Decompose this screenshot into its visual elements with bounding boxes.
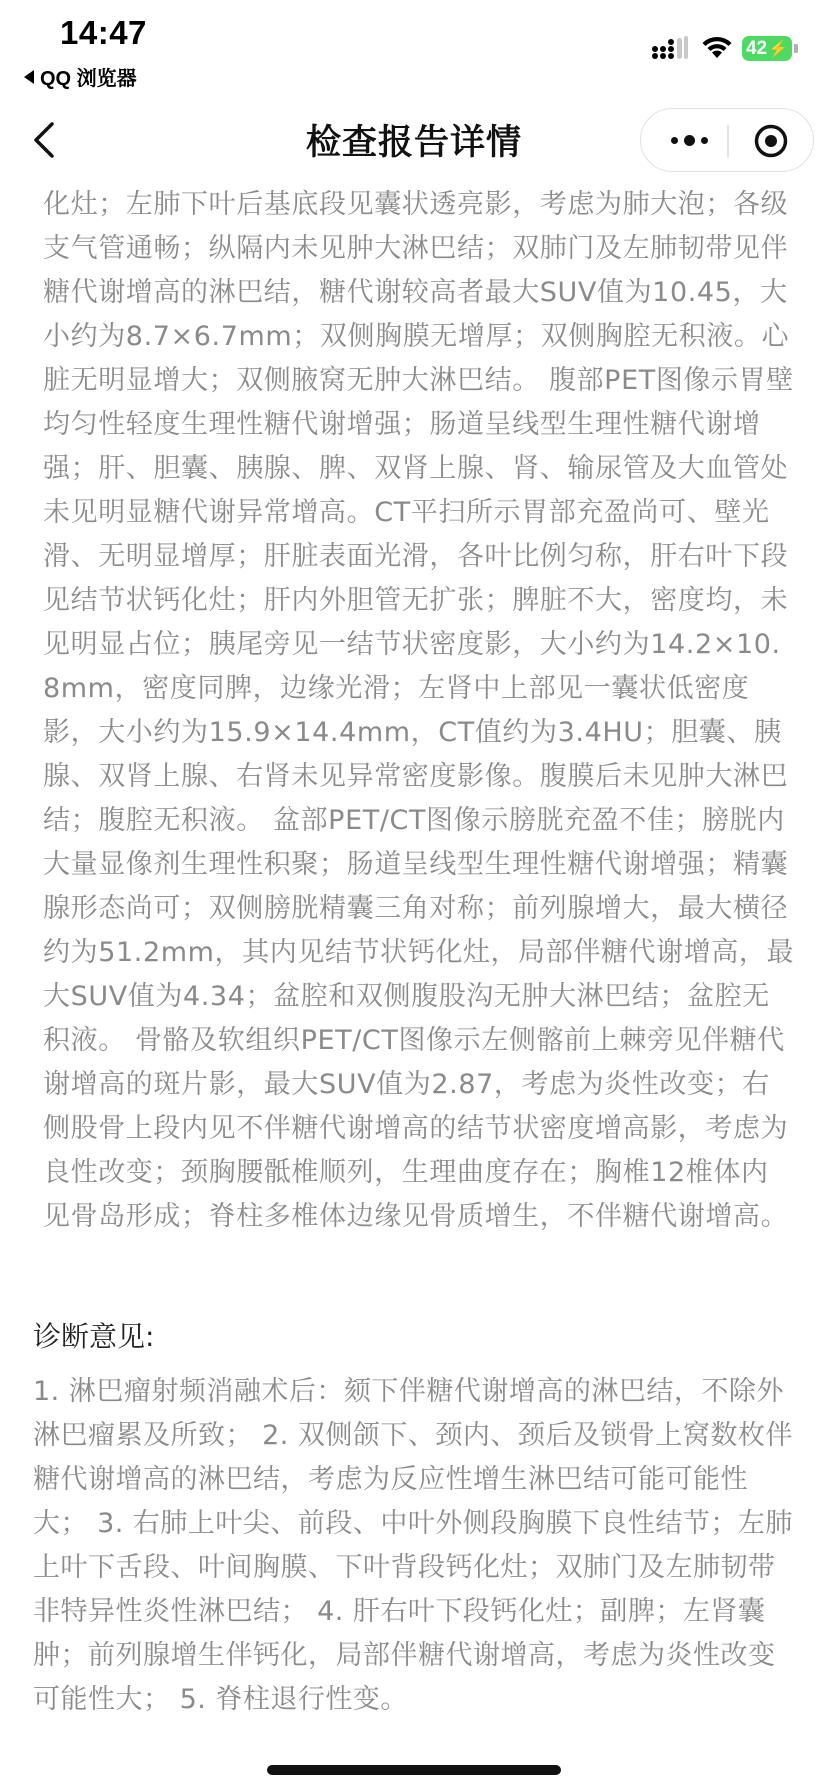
more-dots-icon[interactable] (671, 135, 708, 146)
battery-cap (794, 44, 798, 53)
mini-program-capsule (640, 108, 814, 172)
diagnosis-heading: 诊断意见: (33, 1320, 155, 1353)
back-app-label: QQ 浏览器 (40, 68, 137, 90)
battery-level: 42 (745, 37, 768, 59)
home-indicator[interactable] (267, 1765, 561, 1775)
capsule-divider (727, 125, 729, 157)
status-time: 14:47 (60, 14, 147, 51)
wifi-icon (700, 34, 734, 60)
charging-bolt-icon: ⚡ (768, 40, 789, 58)
target-icon[interactable] (753, 123, 789, 159)
cellular-signal-icon (652, 36, 688, 60)
back-to-app-link[interactable] (24, 62, 137, 91)
battery-indicator (742, 36, 792, 61)
findings-text: 化灶；左肺下叶后基底段见囊状透亮影，考虑为肺大泡；各级支气管通畅；纵隔内未见肿大淋巴结；双肺门及左肺韧带见伴糖代谢增高的淋巴结，糖代谢较高者最大SUV值为10.45，大小约为8.7×6.7mm；双侧胸膜无增厚；双侧胸腔无积液。心脏无明显增大；双侧腋窝无肿大淋巴结。 腹部PET图像示胃壁均匀性轻度生理性糖代谢增强；肠道呈线型生理性糖代谢增强；肝、胆囊、胰腺、脾、双肾上腺、肾、输尿管及大血管处未见明显糖代谢异常增高。CT平扫所示胃部充盈尚可、壁光滑、无明显增厚；肝脏表面光滑，各叶比例匀称，肝右叶下段见结节状钙化灶；肝内外胆管无扩张；脾脏不大，密度均，未见明显占位；胰尾旁见一结节状密度影，大小约为14.2×10.8mm，密度同脾，边缘光滑；左肾中上部见一囊状低密度影，大小约为15.9×14.4mm，CT值约为3.4HU；胆囊、胰腺、双肾上腺、右肾未见异常密度影像。腹膜后未见肿大淋巴结；腹腔无积液。 盆部PET/CT图像示膀胱充盈不佳；膀胱内大量显像剂生理性积聚；肠道呈线型生理性糖代谢增强；精囊腺形态尚可；双侧膀胱精囊三角对称；前列腺增大，最大横径约为51.2mm，其内见结节状钙化灶，局部伴糖代谢增高，最大SUV值为4.34；盆腔和双侧腹股沟无肿大淋巴结；盆腔无积液。 骨骼及软组织PET/CT图像示左侧髂前上棘旁见伴糖代谢增高的斑片影，最大SUV值为2.87，考虑为炎性改变；右侧股骨上段内见不伴糖代谢增高的结节状密度增高影，考虑为良性改变；颈胸腰骶椎顺列，生理曲度存在；胸椎12椎体内见骨岛形成；脊柱多椎体边缘见骨质增生，不伴糖代谢增高。 (43, 189, 795, 1232)
diagnosis-text: 1. 淋巴瘤射频消融术后：颏下伴糖代谢增高的淋巴结，不除外淋巴瘤累及所致； 2. 双侧颌下、颈内、颈后及锁骨上窝数枚伴糖代谢增高的淋巴结，考虑为反应性增生淋巴结可能可能性大； 3. 右肺上叶尖、前段、中叶外侧段胸膜下良性结节；左肺上叶下舌段、叶间胸膜、下叶背段钙化灶；双肺门及左肺韧带非特异性炎性淋巴结； 4. 肝右叶下段钙化灶；副脾；左肾囊肿；前列腺增生伴钙化，局部伴糖代谢增高，考虑为炎性改变可能性大； 5. 脊柱退行性变。 (33, 1376, 793, 1715)
back-triangle-icon (24, 70, 34, 84)
page-title: 检查报告详情 (305, 123, 522, 163)
